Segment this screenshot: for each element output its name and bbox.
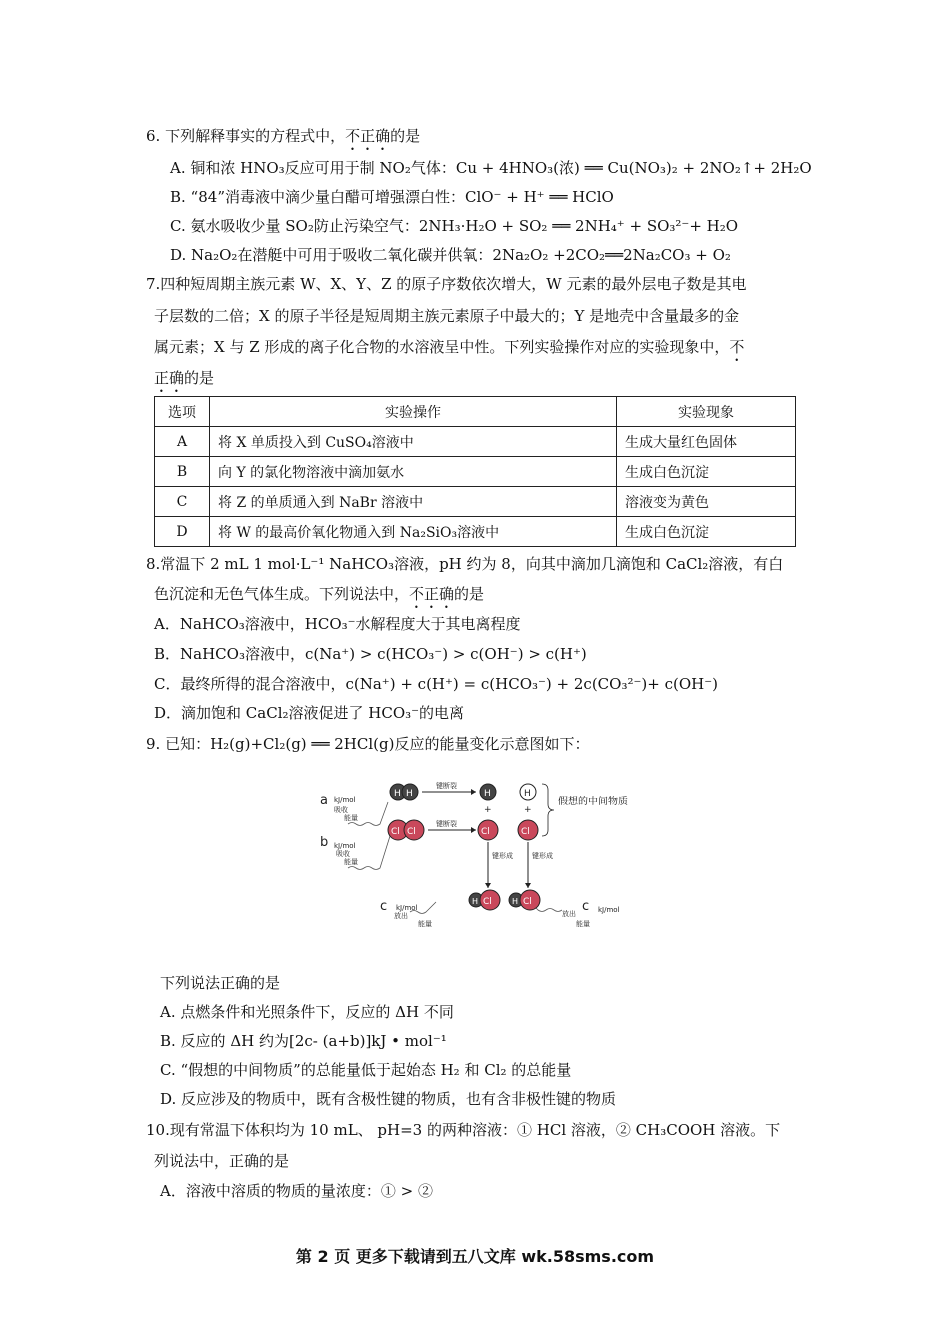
row-phenomenon: 生成大量红色固体 xyxy=(617,427,796,457)
row-operation: 将 W 的最高价氧化物通入到 Na₂SiO₃溶液中 xyxy=(210,517,617,547)
q8-option-b: B．NaHCO₃溶液中，c(Na⁺) > c(HCO₃⁻) > c(OH⁻) > c(H⁺) xyxy=(154,645,587,663)
row-option: C xyxy=(155,487,210,517)
header-option: 选项 xyxy=(155,397,210,427)
q7-stem-line1: 7.四种短周期主族元素 W、X、Y、Z 的原子序数依次增大，W 元素的最外层电子数是其电 xyxy=(146,275,747,293)
row-operation: 将 X 单质投入到 CuSO₄溶液中 xyxy=(210,427,617,457)
hcl1-cl-label: Cl xyxy=(483,897,492,907)
atom-h-col2-label: H xyxy=(524,789,531,799)
q8-option-d: D．滴加饱和 CaCl₂溶液促进了 HCO₃⁻的电离 xyxy=(154,704,465,722)
table-header-row xyxy=(155,397,796,427)
q6-option-c: C. 氨水吸收少量 SO₂防止污染空气：2NH₃·H₂O + SO₂ ══ 2NH₄⁺ + SO₃²⁻+ H₂O xyxy=(170,217,739,235)
atom-h-col1-label: H xyxy=(484,789,491,799)
cl2-cl2: Cl xyxy=(407,827,416,837)
release-label-left: 放出 xyxy=(394,912,408,920)
q6-stem: 6. 下列解释事实的方程式中，不正确的是 xyxy=(146,127,421,145)
hcl1-h-label: H xyxy=(472,897,479,906)
q9-option-b: B. 反应的 ΔH 约为[2c- (a+b)]kJ • mol⁻¹ xyxy=(160,1032,447,1050)
absorb-label-b: 吸收 xyxy=(336,850,350,858)
header-phenomenon: 实验现象 xyxy=(617,397,796,427)
q10-option-a: A．溶液中溶质的物质的量浓度：① > ② xyxy=(160,1182,433,1200)
energy-label-b: 能量 xyxy=(344,858,358,866)
label-a: a xyxy=(320,793,328,808)
unit-c-left: kJ/mol xyxy=(396,904,418,912)
form-label-1: 键形成 xyxy=(492,852,513,860)
cl2-cl1: Cl xyxy=(391,827,400,837)
h2-h1: H xyxy=(394,789,401,799)
q7-stem-line4: 正确的是 xyxy=(154,369,215,387)
row-phenomenon: 生成白色沉淀 xyxy=(617,517,796,547)
q8-stem-line1: 8.常温下 2 mL 1 mol·L⁻¹ NaHCO₃溶液，pH 约为 8，向其中滴加几滴饱和 CaCl₂溶液，有白 xyxy=(146,555,784,573)
unit-c-right: kJ/mol xyxy=(598,906,620,914)
q7-table xyxy=(154,396,796,547)
q6-option-b: B. “84”消毒液中滴少量白醋可增强漂白性：ClO⁻ + H⁺ ══ HClO xyxy=(170,188,614,206)
brace xyxy=(542,784,554,836)
absorb-label-a: 吸收 xyxy=(334,806,348,814)
q9-intro: 下列说法正确的是 xyxy=(160,974,281,992)
unit-a: kJ/mol xyxy=(334,796,356,804)
release-label-right: 放出 xyxy=(562,910,576,918)
table-row xyxy=(155,427,796,457)
row-operation: 将 Z 的单质通入到 NaBr 溶液中 xyxy=(210,487,617,517)
q9-option-c: C. “假想的中间物质”的总能量低于起始态 H₂ 和 Cl₂ 的总能量 xyxy=(160,1061,572,1079)
q7-stem-line3: 属元素；X 与 Z 形成的离子化合物的水溶液呈中性。下列实验操作对应的实验现象中，不 xyxy=(154,338,745,356)
q8-stem-line2: 色沉淀和无色气体生成。下列说法中，不正确的是 xyxy=(154,585,485,603)
table-row xyxy=(155,487,796,517)
q6-option-d: D. Na₂O₂在潜艇中可用于吸收二氧化碳并供氧：2Na₂O₂ +2CO₂══2Na₂CO₃ + O₂ xyxy=(170,246,731,264)
page-footer: 第 2 页 更多下载请到五八文库 wk.58sms.com xyxy=(295,1247,655,1266)
label-b: b xyxy=(320,835,329,850)
table-row xyxy=(155,517,796,547)
row-option: B xyxy=(155,457,210,487)
atom-cl-col2-label: Cl xyxy=(521,827,530,837)
plus-col1: + xyxy=(484,805,492,815)
header-operation: 实验操作 xyxy=(210,397,617,427)
q9-option-d: D. 反应涉及的物质中，既有含极性键的物质，也有含非极性键的物质 xyxy=(160,1090,617,1108)
q9-option-a: A. 点燃条件和光照条件下，反应的 ΔH 不同 xyxy=(160,1003,454,1021)
q7-stem-line2: 子层数的二倍；X 的原子半径是短周期主族元素原子中最大的；Y 是地壳中含量最多的金 xyxy=(154,307,740,325)
energy-label-right: 能量 xyxy=(576,920,590,928)
q8-option-c: C．最终所得的混合溶液中，c(Na⁺) + c(H⁺) = c(HCO₃⁻) + 2c(CO₃²⁻)+ c(OH⁻) xyxy=(154,675,718,693)
row-phenomenon: 溶液变为黄色 xyxy=(617,487,796,517)
q10-stem-line1: 10.现有常温下体积均为 10 mL、 pH=3 的两种溶液：① HCl 溶液，② CH₃COOH 溶液。下 xyxy=(146,1121,781,1139)
break-label-h2: 键断裂 xyxy=(436,782,457,790)
row-option: D xyxy=(155,517,210,547)
hcl2-cl-label: Cl xyxy=(523,897,532,907)
form-label-2: 键形成 xyxy=(532,852,553,860)
energy-diagram xyxy=(318,778,638,930)
label-c-right: c xyxy=(582,899,590,914)
h2-h2: H xyxy=(406,789,413,799)
label-c-left: c xyxy=(380,899,388,914)
energy-label-left: 能量 xyxy=(418,920,432,928)
imaginary-label: 假想的中间物质 xyxy=(558,797,622,807)
q6-option-a: A. 铜和浓 HNO₃反应可用于制 NO₂气体：Cu + 4HNO₃(浓) ══ Cu(NO₃)₂ + 2NO₂↑+ 2H₂O xyxy=(170,159,812,177)
row-phenomenon: 生成白色沉淀 xyxy=(617,457,796,487)
q8-option-a: A．NaHCO₃溶液中，HCO₃⁻水解程度大于其电离程度 xyxy=(154,615,521,633)
table-row xyxy=(155,457,796,487)
atom-cl-col1-label: Cl xyxy=(481,827,490,837)
break-label-cl2: 键断裂 xyxy=(436,820,457,828)
energy-label-a: 能量 xyxy=(344,814,358,822)
unit-b: kJ/mol xyxy=(334,842,356,850)
q10-stem-line2: 列说法中，正确的是 xyxy=(154,1152,290,1170)
row-operation: 向 Y 的氯化物溶液中滴加氨水 xyxy=(210,457,617,487)
q9-stem: 9. 已知：H₂(g)+Cl₂(g) ══ 2HCl(g)反应的能量变化示意图如下： xyxy=(146,735,590,753)
row-option: A xyxy=(155,427,210,457)
hcl2-h-label: H xyxy=(512,897,519,906)
plus-col2: + xyxy=(524,805,532,815)
